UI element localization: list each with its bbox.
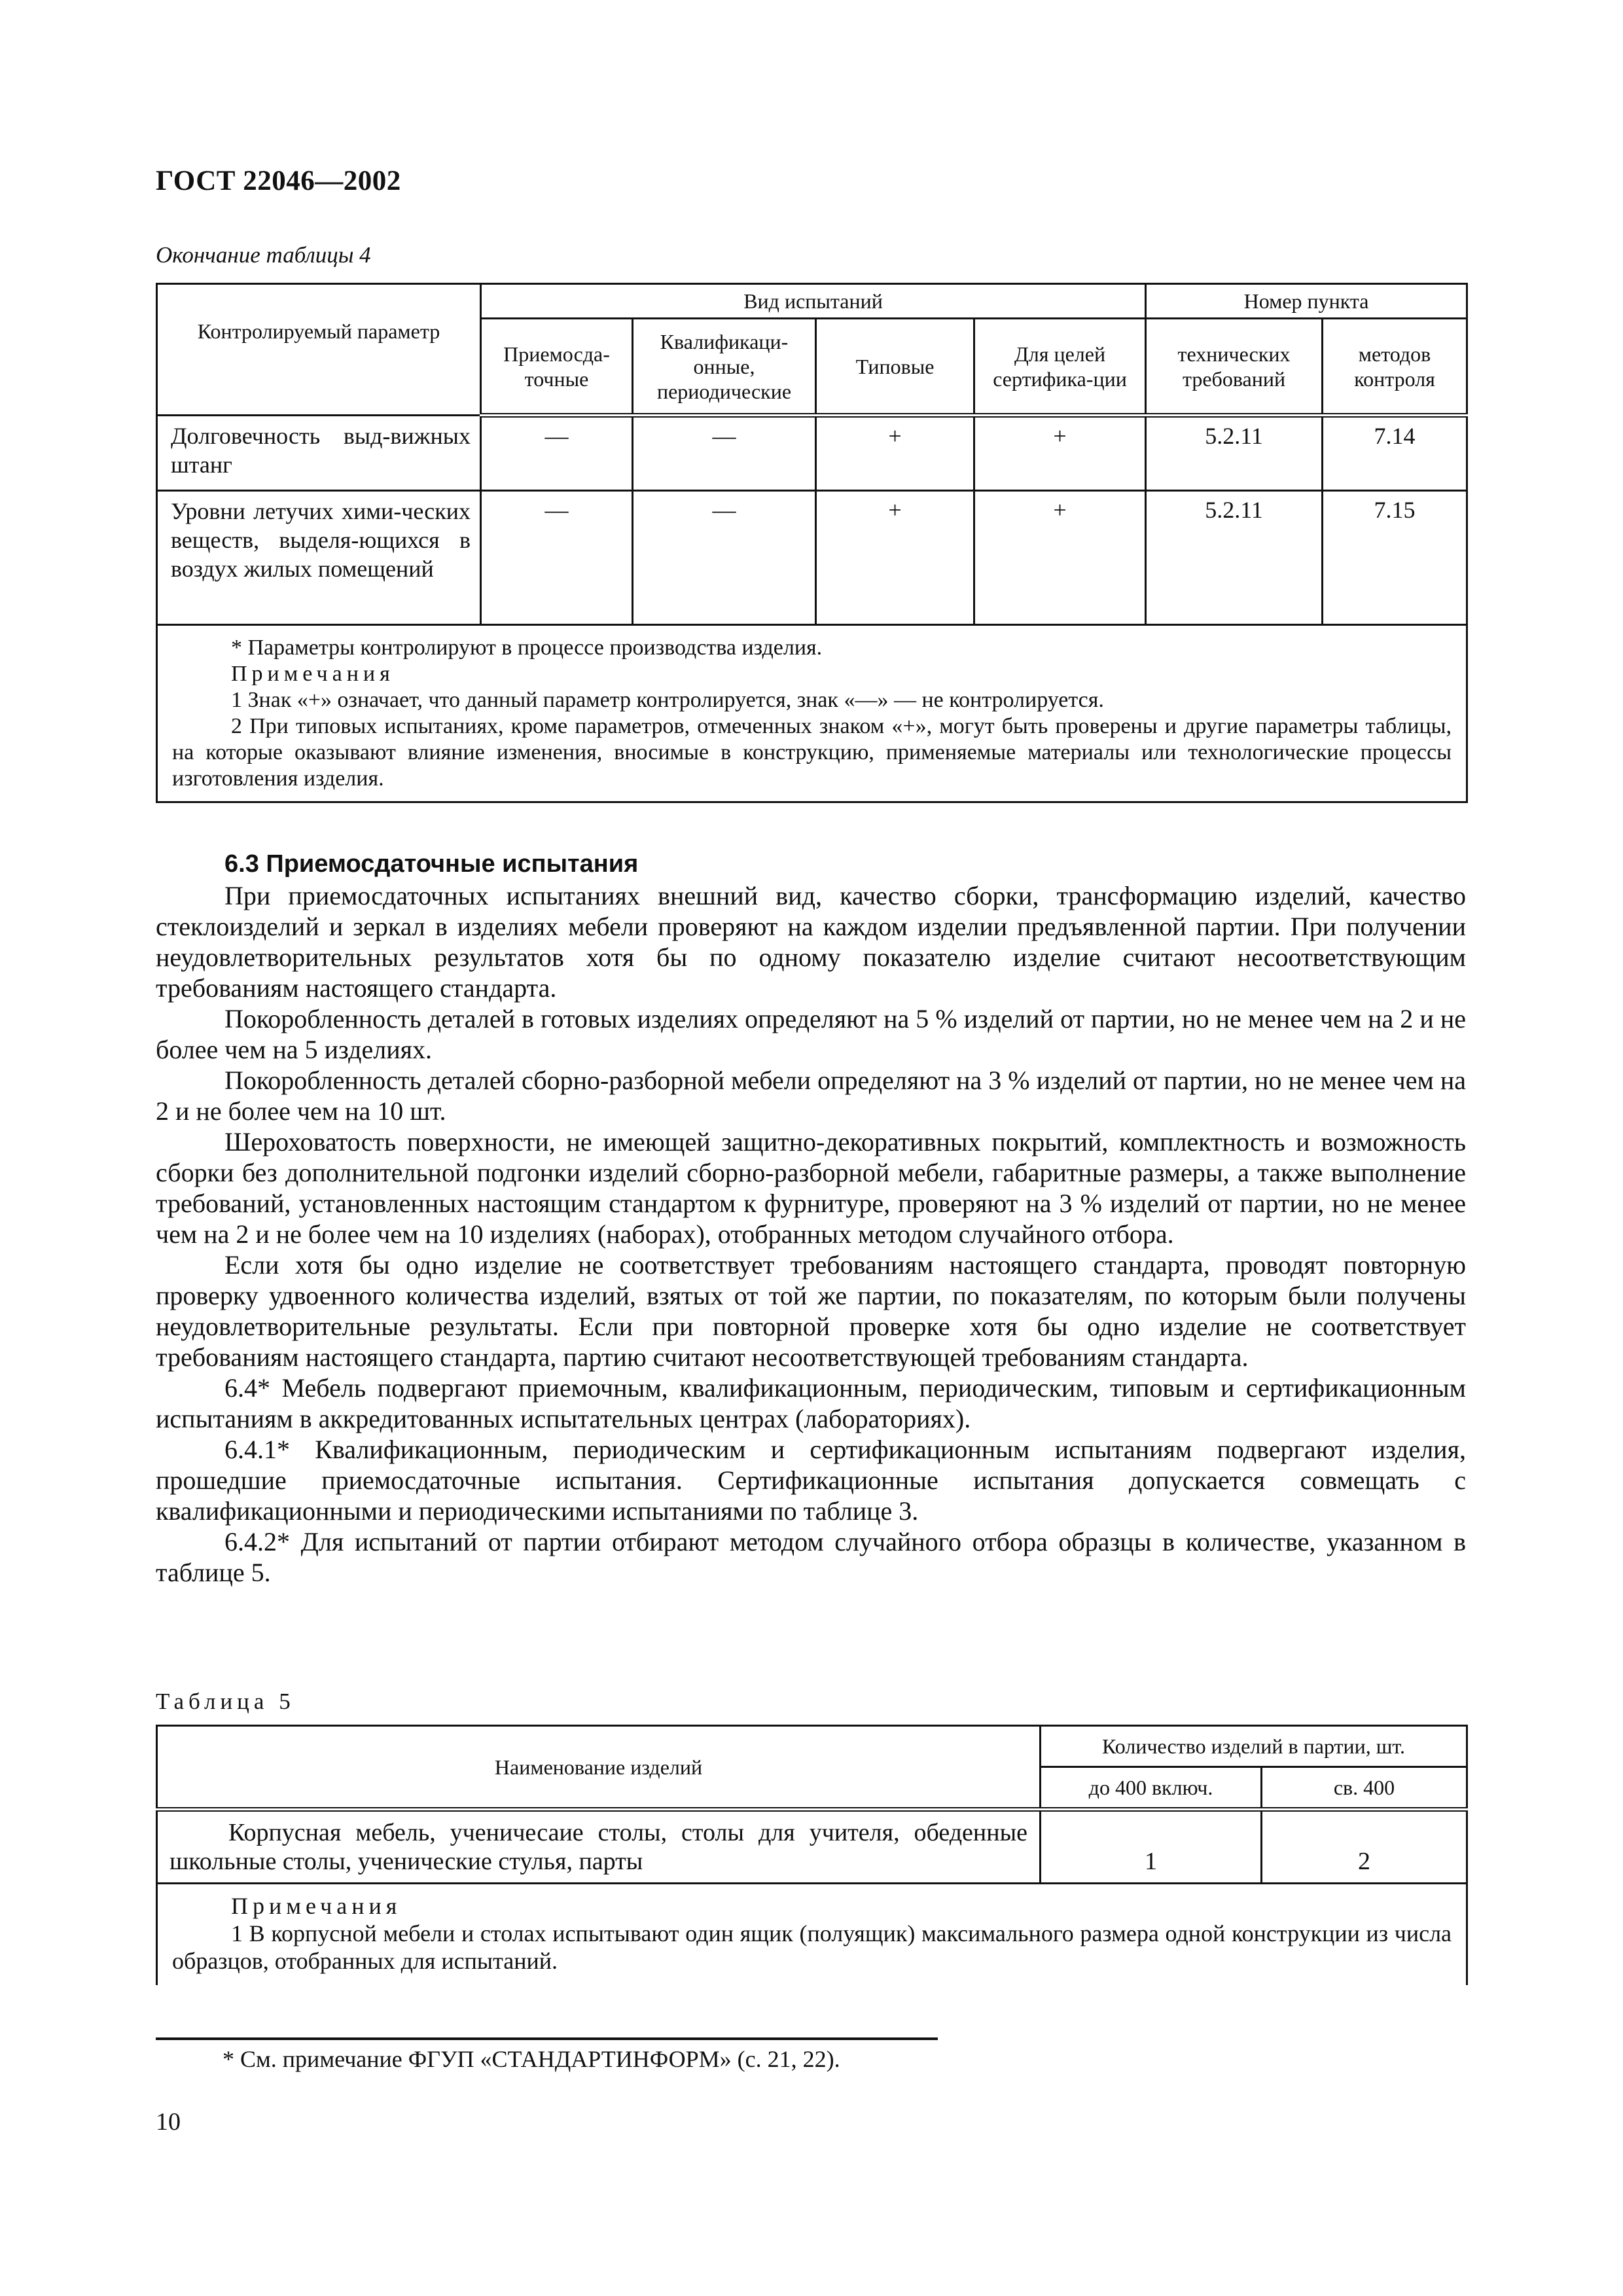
param-cell: Долговечность выд-вижных штанг [157, 416, 481, 491]
page-footnote: * См. примечание ФГУП «СТАНДАРТИНФОРМ» (с. 21, 22). [223, 2046, 840, 2072]
table-row [157, 491, 1467, 625]
cell-certification: + [974, 416, 1146, 491]
col-header-tech-req: технических требований [1146, 319, 1323, 416]
col-group-test-type: Вид испытаний [481, 284, 1146, 319]
cell-methods: 7.14 [1323, 416, 1467, 491]
col-header-upto400: до 400 включ. [1041, 1767, 1262, 1810]
paragraph: Шероховатость поверхности, не имеющей защитно-декоративных покрытий, комплектность и возможность сборки без дополнительной подгонки изделий сборно-разборной мебели, габаритные размеры, а также выполнение требований, установленных настоящим стандартом к фурнитуре, проверяют на 3 % изделий от партии, но не менее чем на 2 и не более чем на 10 изделиях (наборах), отобранных методом случайного отбора. [156, 1127, 1466, 1249]
note-2: 2 При типовых испытаниях, кроме параметров, отмеченных знаком «+», могут быть проверены и другие параметры таблицы, на которые оказывают влияние изменения, вносимые в конструкцию, применяемые материалы или технологические процессы изготовления изделия. [172, 714, 1452, 791]
table4-notes [157, 625, 1467, 802]
col-header-over400: св. 400 [1262, 1767, 1467, 1810]
paragraph: 6.4.2* Для испытаний от партии отбирают методом случайного отбора образцы в количестве, указанном в таблице 5. [156, 1527, 1466, 1587]
col-header-acceptance: Приемосда-точные [481, 319, 633, 416]
cell-methods: 7.15 [1323, 491, 1467, 625]
table-row [157, 1810, 1467, 1884]
page-number: 10 [156, 2108, 181, 2136]
col-header-methods: методов контроля [1323, 319, 1467, 416]
col-group-clause: Номер пункта [1146, 284, 1467, 319]
cell-type: + [816, 491, 974, 625]
cell-tech-req: 5.2.11 [1146, 416, 1323, 491]
cell-tech-req: 5.2.11 [1146, 491, 1323, 625]
param-cell: Уровни летучих хими-ческих веществ, выделя-ющихся в воздух жилых помещений [157, 491, 481, 625]
table4-caption: Окончание таблицы 4 [156, 242, 371, 268]
table5-notes [157, 1884, 1467, 1986]
table-4 [156, 283, 1468, 803]
page-header: ГОСТ 22046—2002 [156, 166, 401, 196]
cell-type: + [816, 416, 974, 491]
paragraph: Если хотя бы одно изделие не соответствует требованиям настоящего стандарта, проводят повторную проверку удвоенного количества изделий, взятых от той же партии, по показателям, по которым были получены неудовлетворительные результаты. Если при повторной проверке хотя бы одно изделие не соответствует требованиям настоящего стандарта, партию считают несоответствующей требованиям стандарта. [156, 1250, 1466, 1372]
paragraph: При приемосдаточных испытаниях внешний вид, качество сборки, трансформацию изделий, качество стеклоизделий и зеркал в изделиях мебели проверяют на каждом изделии предъявленной партии. При получении неудовлетворительных результатов хотя бы по одному показателю изделие считают несоответствующим требованиям настоящего стандарта. [156, 881, 1466, 1003]
paragraph: Покоробленность деталей в готовых изделиях определяют на 5 % изделий от партии, но не менее чем на 2 и не более чем на 5 изделиях. [156, 1004, 1466, 1064]
footnote-divider [156, 2037, 938, 2040]
cell-qualification: — [633, 416, 816, 491]
paragraph: 6.4.1* Квалификационным, периодическим и сертификационным испытаниям подвергают изделия, прошедшие приемосдаточные испытания. Сертификационные испытания допускается совмещать с квалификационными и периодическими испытаниями по таблице 3. [156, 1435, 1466, 1526]
col-header-type: Типовые [816, 319, 974, 416]
col-header-certification: Для целей сертифика-ции [974, 319, 1146, 416]
table-5 [156, 1725, 1468, 1985]
notes-title: Примечания [231, 1893, 402, 1919]
cell-over400: 2 [1262, 1810, 1467, 1884]
col-header-name: Наименование изделий [157, 1726, 1041, 1810]
cell-acceptance: — [481, 416, 633, 491]
paragraph: Покоробленность деталей сборно-разборной мебели определяют на 3 % изделий от партии, но не менее чем на 2 и не более чем на 10 шт. [156, 1066, 1466, 1126]
note-1: 1 Знак «+» означает, что данный параметр контролируется, знак «—» — не контролируется. [231, 688, 1104, 712]
cell-qualification: — [633, 491, 816, 625]
cell-acceptance: — [481, 491, 633, 625]
section-body [156, 848, 1466, 1588]
table5-caption: Таблица 5 [156, 1689, 295, 1714]
product-name-cell: Корпусная мебель, ученичесаие столы, столы для учителя, обеденные школьные столы, ученические стулья, парты [157, 1810, 1041, 1884]
col-header-qualification: Квалификаци-онные, периодические [633, 319, 816, 416]
cell-upto400: 1 [1041, 1810, 1262, 1884]
section-title: 6.3 Приемосдаточные испытания [224, 850, 639, 878]
paragraph: 6.4* Мебель подвергают приемочным, квалификационным, периодическим, типовым и сертификационным испытаниям в аккредитованных испытательных центрах (лабораториях). [156, 1373, 1466, 1433]
table4-footnote: * Параметры контролируют в процессе производства изделия. [231, 636, 823, 660]
note-1: 1 В корпусной мебели и столах испытывают один ящик (полуящик) максимального размера одной конструкции из числа образцов, отобранных для испытаний. [172, 1920, 1452, 1974]
notes-title: Примечания [231, 662, 395, 686]
cell-certification: + [974, 491, 1146, 625]
table-row [157, 416, 1467, 491]
col-group-quantity: Количество изделий в партии, шт. [1041, 1726, 1467, 1767]
col-header-param: Контролируемый параметр [157, 284, 481, 416]
